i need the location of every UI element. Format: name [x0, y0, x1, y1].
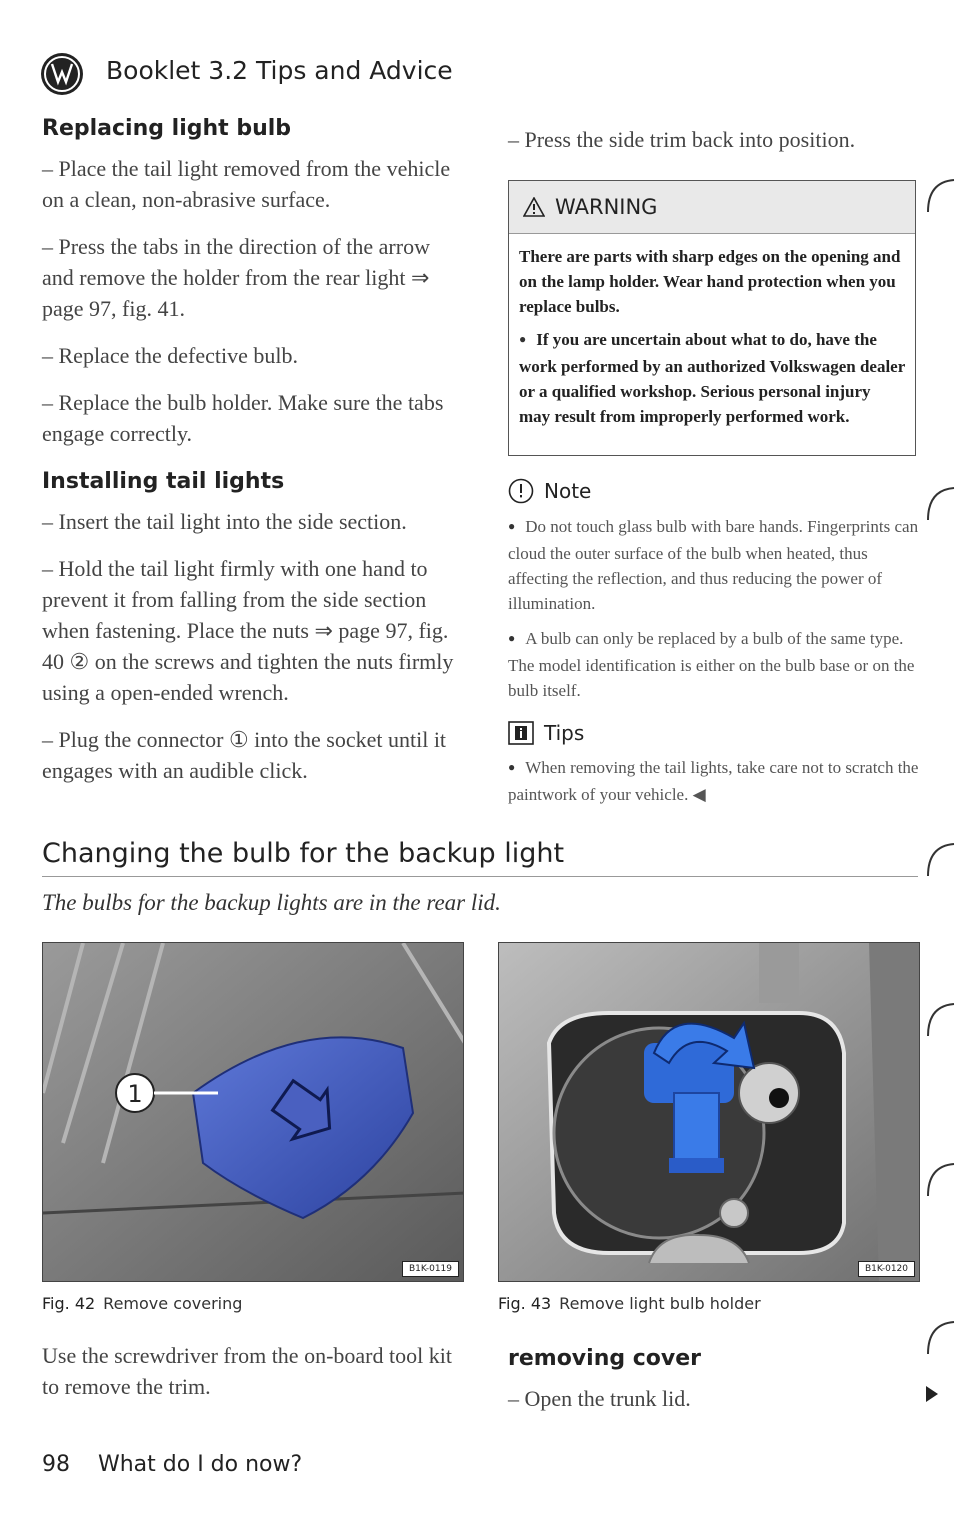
note-item-1-text: Do not touch glass bulb with bare hands. Fingerprints can cloud the outer surface of the bulb when heated, thus affecting the reflection, and thus reducing the power of illumination.	[508, 517, 919, 613]
note-item-2-text: A bulb can only be replaced by a bulb of the same type. The model identification is either on the bulb base or on the bulb itself.	[508, 629, 915, 700]
continue-arrow-icon	[926, 1386, 938, 1402]
tips-item-1-text: When removing the tail lights, take care not to scratch the paintwork of your vehicle. ◀	[508, 758, 919, 804]
replacing-step-2: – Press the tabs in the direction of the arrow and remove the holder from the rear light ⇒ page 97, fig. 41.	[42, 234, 430, 321]
open-trunk-step: – Open the trunk lid.	[508, 1386, 691, 1411]
chapter-name: What do I do now?	[97, 1452, 303, 1477]
warning-header	[509, 181, 915, 234]
replacing-title: Replacing light bulb	[42, 116, 292, 141]
margin-marker-icon	[924, 1160, 958, 1198]
fig43-caption	[498, 1294, 761, 1313]
screwdriver-step: Use the screwdriver from the on-board tool kit to remove the trim.	[42, 1343, 452, 1399]
press-step: – Press the side trim back into position.	[508, 127, 856, 152]
warning-triangle-icon	[523, 197, 545, 217]
callout-1: 1	[127, 1080, 143, 1108]
fig43-number: Fig. 43	[498, 1294, 552, 1313]
remove-bulb-holder-illustration	[499, 943, 920, 1282]
margin-marker-icon	[924, 484, 958, 522]
page-number: 98	[42, 1452, 70, 1477]
replacing-step-4: – Replace the bulb holder. Make sure the tabs engage correctly.	[42, 390, 444, 446]
note-header	[508, 478, 920, 504]
fig42-caption	[42, 1294, 242, 1313]
warning-paragraph: There are parts with sharp edges on the opening and on the lamp holder. Wear hand protection when you replace bulbs.	[519, 247, 901, 316]
booklet-title: Booklet 3.2 Tips and Advice	[106, 56, 453, 85]
section-title: Changing the bulb for the backup light	[42, 838, 565, 869]
fig43-caption-text: Remove light bulb holder	[559, 1294, 761, 1313]
figure-42	[42, 942, 464, 1282]
fig43-code: B1K-0120	[858, 1261, 915, 1277]
note-title: Note	[544, 479, 592, 503]
margin-marker-icon	[924, 1318, 958, 1356]
page-footer	[42, 1452, 302, 1477]
replacing-step-1: – Place the tail light removed from the vehicle on a clean, non-abrasive surface.	[42, 156, 451, 212]
note-item-2	[508, 626, 920, 703]
section-subtitle: The bulbs for the backup lights are in the rear lid.	[42, 890, 501, 915]
tips-item-1	[508, 755, 920, 807]
section-divider	[42, 876, 918, 877]
tips-title: Tips	[544, 721, 585, 745]
installing-title: Installing tail lights	[42, 469, 285, 494]
replacing-step-3: – Replace the defective bulb.	[42, 343, 298, 368]
removing-cover-title: removing cover	[508, 1346, 702, 1371]
warning-box	[508, 180, 916, 456]
info-icon	[508, 721, 534, 745]
fig42-caption-text: Remove covering	[103, 1294, 243, 1313]
installing-step-2: – Hold the tail light firmly with one hand to prevent it from falling from the side section when fastening. Place the nuts ⇒ page 97, fig. 40 ② on the screws and tighten the nuts firmly using a open-ended wrench.	[42, 556, 454, 705]
warning-title: WARNING	[555, 195, 658, 219]
vw-logo-icon	[40, 52, 84, 96]
installing-step-3: – Plug the connector ① into the socket until it engages with an audible click.	[42, 727, 447, 783]
margin-marker-icon	[924, 1000, 958, 1038]
figure-43	[498, 942, 920, 1282]
remove-covering-illustration	[43, 943, 464, 1282]
note-item-1	[508, 514, 920, 616]
fig42-code: B1K-0119	[402, 1261, 459, 1277]
warning-bullet	[519, 327, 905, 429]
margin-marker-icon	[924, 176, 958, 214]
warning-bullet-text: If you are uncertain about what to do, have the work performed by an authorized Volkswagen dealer or a qualified workshop. Serious personal injury may result from improperly performed work.	[519, 330, 905, 426]
fig42-number: Fig. 42	[42, 1294, 96, 1313]
left-column	[42, 116, 460, 802]
exclamation-circle-icon	[508, 478, 534, 504]
tips-header	[508, 721, 920, 745]
margin-marker-icon	[924, 840, 958, 878]
installing-step-1: – Insert the tail light into the side section.	[42, 509, 407, 534]
